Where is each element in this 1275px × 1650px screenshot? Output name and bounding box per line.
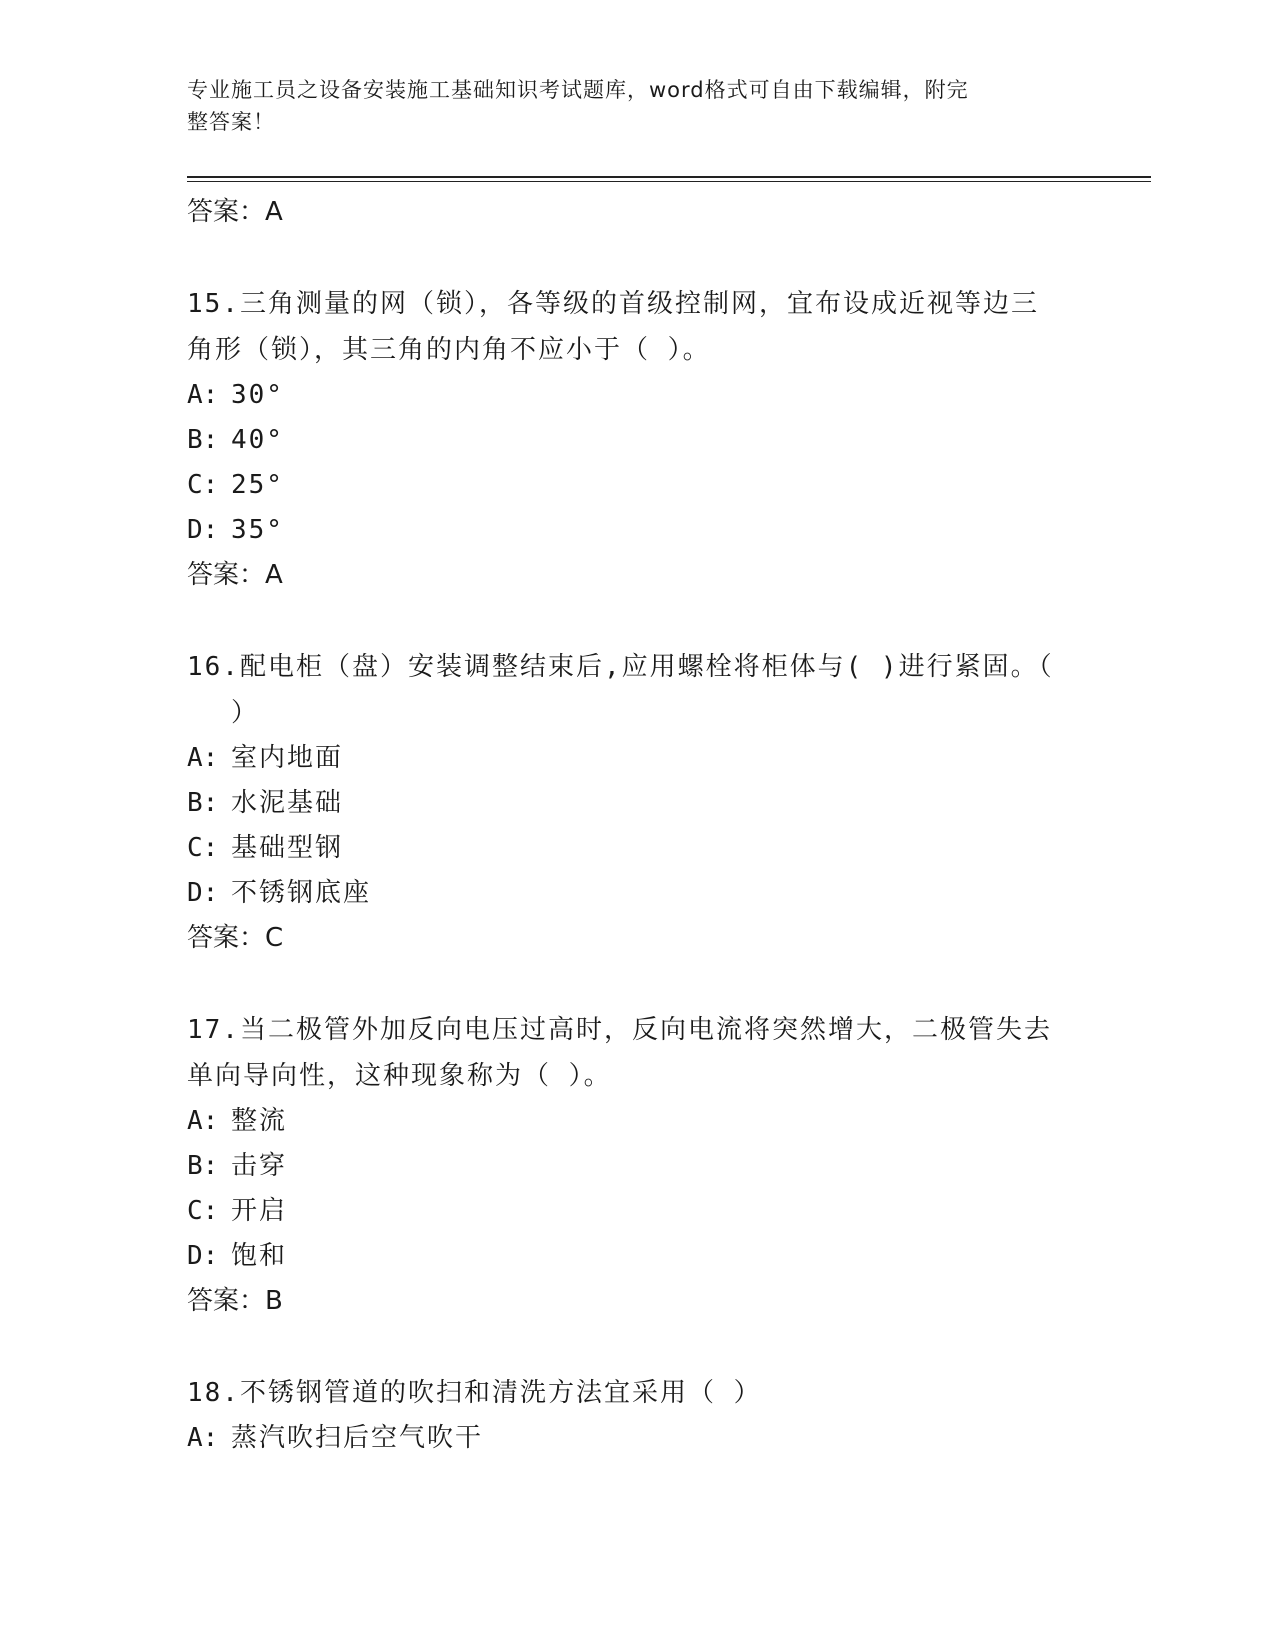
question-15-option-a: A: 30° [187,380,284,410]
question-17-line-1: 17.当二极管外加反向电压过高时，反向电流将突然增大，二极管失去 [187,1015,1052,1045]
question-16-option-a: A: 室内地面 [187,743,344,773]
question-18-option-a: A: 蒸汽吹扫后空气吹干 [187,1423,484,1453]
document-body [187,190,1087,1461]
question-17-option-b: B: 击穿 [187,1151,288,1181]
question-15-option-c: C: 25° [187,470,284,500]
answer-q15: 答案：A [187,560,283,590]
question-16-line-1: 16.配电柜（盘）安装调整结束后,应用螺栓将柜体与( )进行紧固。（ [187,652,1054,682]
question-18 [187,1370,1087,1461]
question-16-option-d: D: 不锈钢底座 [187,878,372,908]
question-17-option-c: C: 开启 [187,1196,288,1226]
header-divider-thick [187,176,1151,178]
question-17-option-d: D: 饱和 [187,1241,288,1271]
answer-q14: 答案：A [187,197,283,227]
question-15-option-b: B: 40° [187,425,284,455]
header-line-2: 整答案！ [187,110,275,134]
question-17-option-a: A: 整流 [187,1106,288,1136]
document-header [187,74,1067,138]
answer-q17: 答案：B [187,1286,283,1316]
question-17-line-2: 单向导向性，这种现象称为（ ）。 [187,1061,612,1091]
question-17 [187,1007,1087,1323]
question-15 [187,281,1087,597]
question-16-line-2: ） [231,698,260,728]
question-16-option-b: B: 水泥基础 [187,788,344,818]
question-15-option-d: D: 35° [187,515,284,545]
question-15-line-1: 15.三角测量的网（锁），各等级的首级控制网，宜布设成近视等边三 [187,289,1039,319]
question-16-option-c: C: 基础型钢 [187,833,344,863]
question-15-line-2: 角形（锁），其三角的内角不应小于（ ）。 [187,335,711,365]
question-16 [187,644,1087,960]
answer-q16: 答案：C [187,923,284,953]
header-line-1: 专业施工员之设备安装施工基础知识考试题库，word格式可自由下载编辑，附完 [187,78,969,102]
header-divider-thin [187,181,1151,182]
question-18-line-1: 18.不锈钢管道的吹扫和清洗方法宜采用（ ） [187,1378,762,1408]
